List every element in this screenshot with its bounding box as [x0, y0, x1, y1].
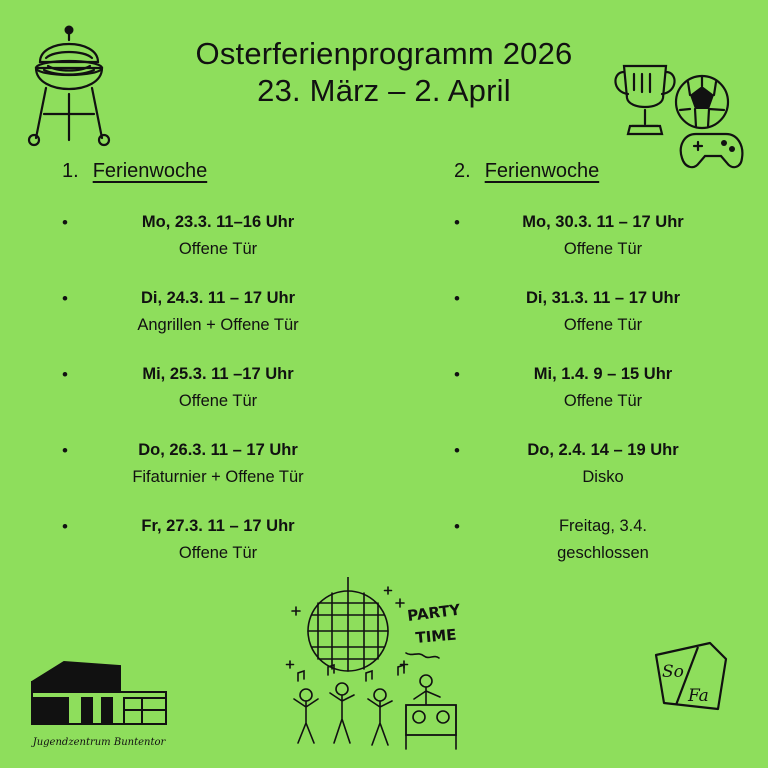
entry-date: Fr, 27.3. 11 – 17 Uhr [141, 517, 295, 535]
bullet-icon: • [454, 517, 460, 536]
bullet-icon: • [62, 213, 68, 232]
entry-text [472, 285, 768, 339]
entry-text [472, 513, 768, 567]
entry-desc: Offene Tür [178, 544, 258, 562]
logo-caption: Jugendzentrum Buntentor [32, 737, 166, 748]
list-item [454, 209, 768, 263]
bullet-icon: • [454, 441, 460, 460]
list-item [454, 437, 768, 491]
entry-desc: Fifaturnier + Offene Tür [132, 468, 304, 486]
entry-date: Do, 26.3. 11 – 17 Uhr [138, 441, 298, 459]
entry-date: Freitag, 3.4. [558, 517, 648, 535]
entry-date: Mo, 30.3. 11 – 17 Uhr [522, 213, 684, 231]
bullet-icon: • [454, 213, 460, 232]
disco-ball-icon [308, 591, 388, 671]
list-item [454, 361, 768, 415]
entry-desc: Offene Tür [563, 240, 643, 258]
entry-date: Mi, 1.4. 9 – 15 Uhr [533, 365, 673, 383]
bullet-icon: • [454, 289, 460, 308]
party-text: PARTY [406, 600, 462, 625]
bullet-icon: • [62, 365, 68, 384]
logo-jugendzentrum-buntentor [24, 652, 174, 748]
bullet-icon: • [62, 441, 68, 460]
list-item [454, 285, 768, 339]
list-item [62, 285, 384, 339]
page-subtitle: 23. März – 2. April [257, 72, 511, 108]
trophy-icon [615, 66, 674, 134]
grill-icon [24, 22, 114, 152]
list-item [454, 513, 768, 567]
soccer-ball-icon [676, 76, 728, 128]
week-number-1: 1. [62, 160, 79, 182]
program-columns [0, 160, 768, 589]
dancing-people [294, 675, 456, 749]
entry-desc: Offene Tür [563, 316, 643, 334]
entry-date: Mi, 25.3. 11 –17 Uhr [142, 365, 294, 383]
entry-date: Do, 2.4. 14 – 19 Uhr [527, 441, 679, 459]
week-column-2 [384, 160, 768, 589]
time-text: TIME [414, 625, 458, 647]
week-number-2: 2. [454, 160, 471, 182]
entry-text [472, 437, 768, 491]
week-label-1: Ferienwoche [92, 160, 208, 182]
list-item [62, 437, 384, 491]
entry-text [472, 209, 768, 263]
week-heading-1 [62, 160, 384, 183]
list-item [62, 361, 384, 415]
entry-desc: geschlossen [557, 544, 649, 562]
week-column-1 [0, 160, 384, 589]
entry-date: Di, 24.3. 11 – 17 Uhr [140, 289, 296, 307]
entry-desc: Disko [582, 468, 624, 486]
sofa-logo-line2: Fa [688, 686, 709, 706]
bullet-icon: • [62, 289, 68, 308]
entry-text [80, 285, 384, 339]
bullet-icon: • [62, 517, 68, 536]
entry-text [80, 513, 384, 567]
sofa-logo-line1: So [662, 662, 684, 682]
entry-desc: Offene Tür [178, 392, 258, 410]
entry-date: Di, 31.3. 11 – 17 Uhr [525, 289, 681, 307]
entry-text [80, 209, 384, 263]
week-heading-2 [454, 160, 768, 183]
sofa-logo [648, 637, 734, 720]
disco-party-illustration [280, 577, 490, 762]
entry-text [472, 361, 768, 415]
entry-desc: Angrillen + Offene Tür [137, 316, 299, 334]
entry-date: Mo, 23.3. 11–16 Uhr [141, 213, 295, 231]
page-title: Osterferienprogramm 2026 [195, 36, 573, 71]
entry-text [80, 437, 384, 491]
entry-desc: Offene Tür [563, 392, 643, 410]
entry-desc: Offene Tür [178, 240, 258, 258]
week-label-2: Ferienwoche [484, 160, 600, 182]
list-item [62, 209, 384, 263]
entry-text [80, 361, 384, 415]
bullet-icon: • [454, 365, 460, 384]
list-item [62, 513, 384, 567]
